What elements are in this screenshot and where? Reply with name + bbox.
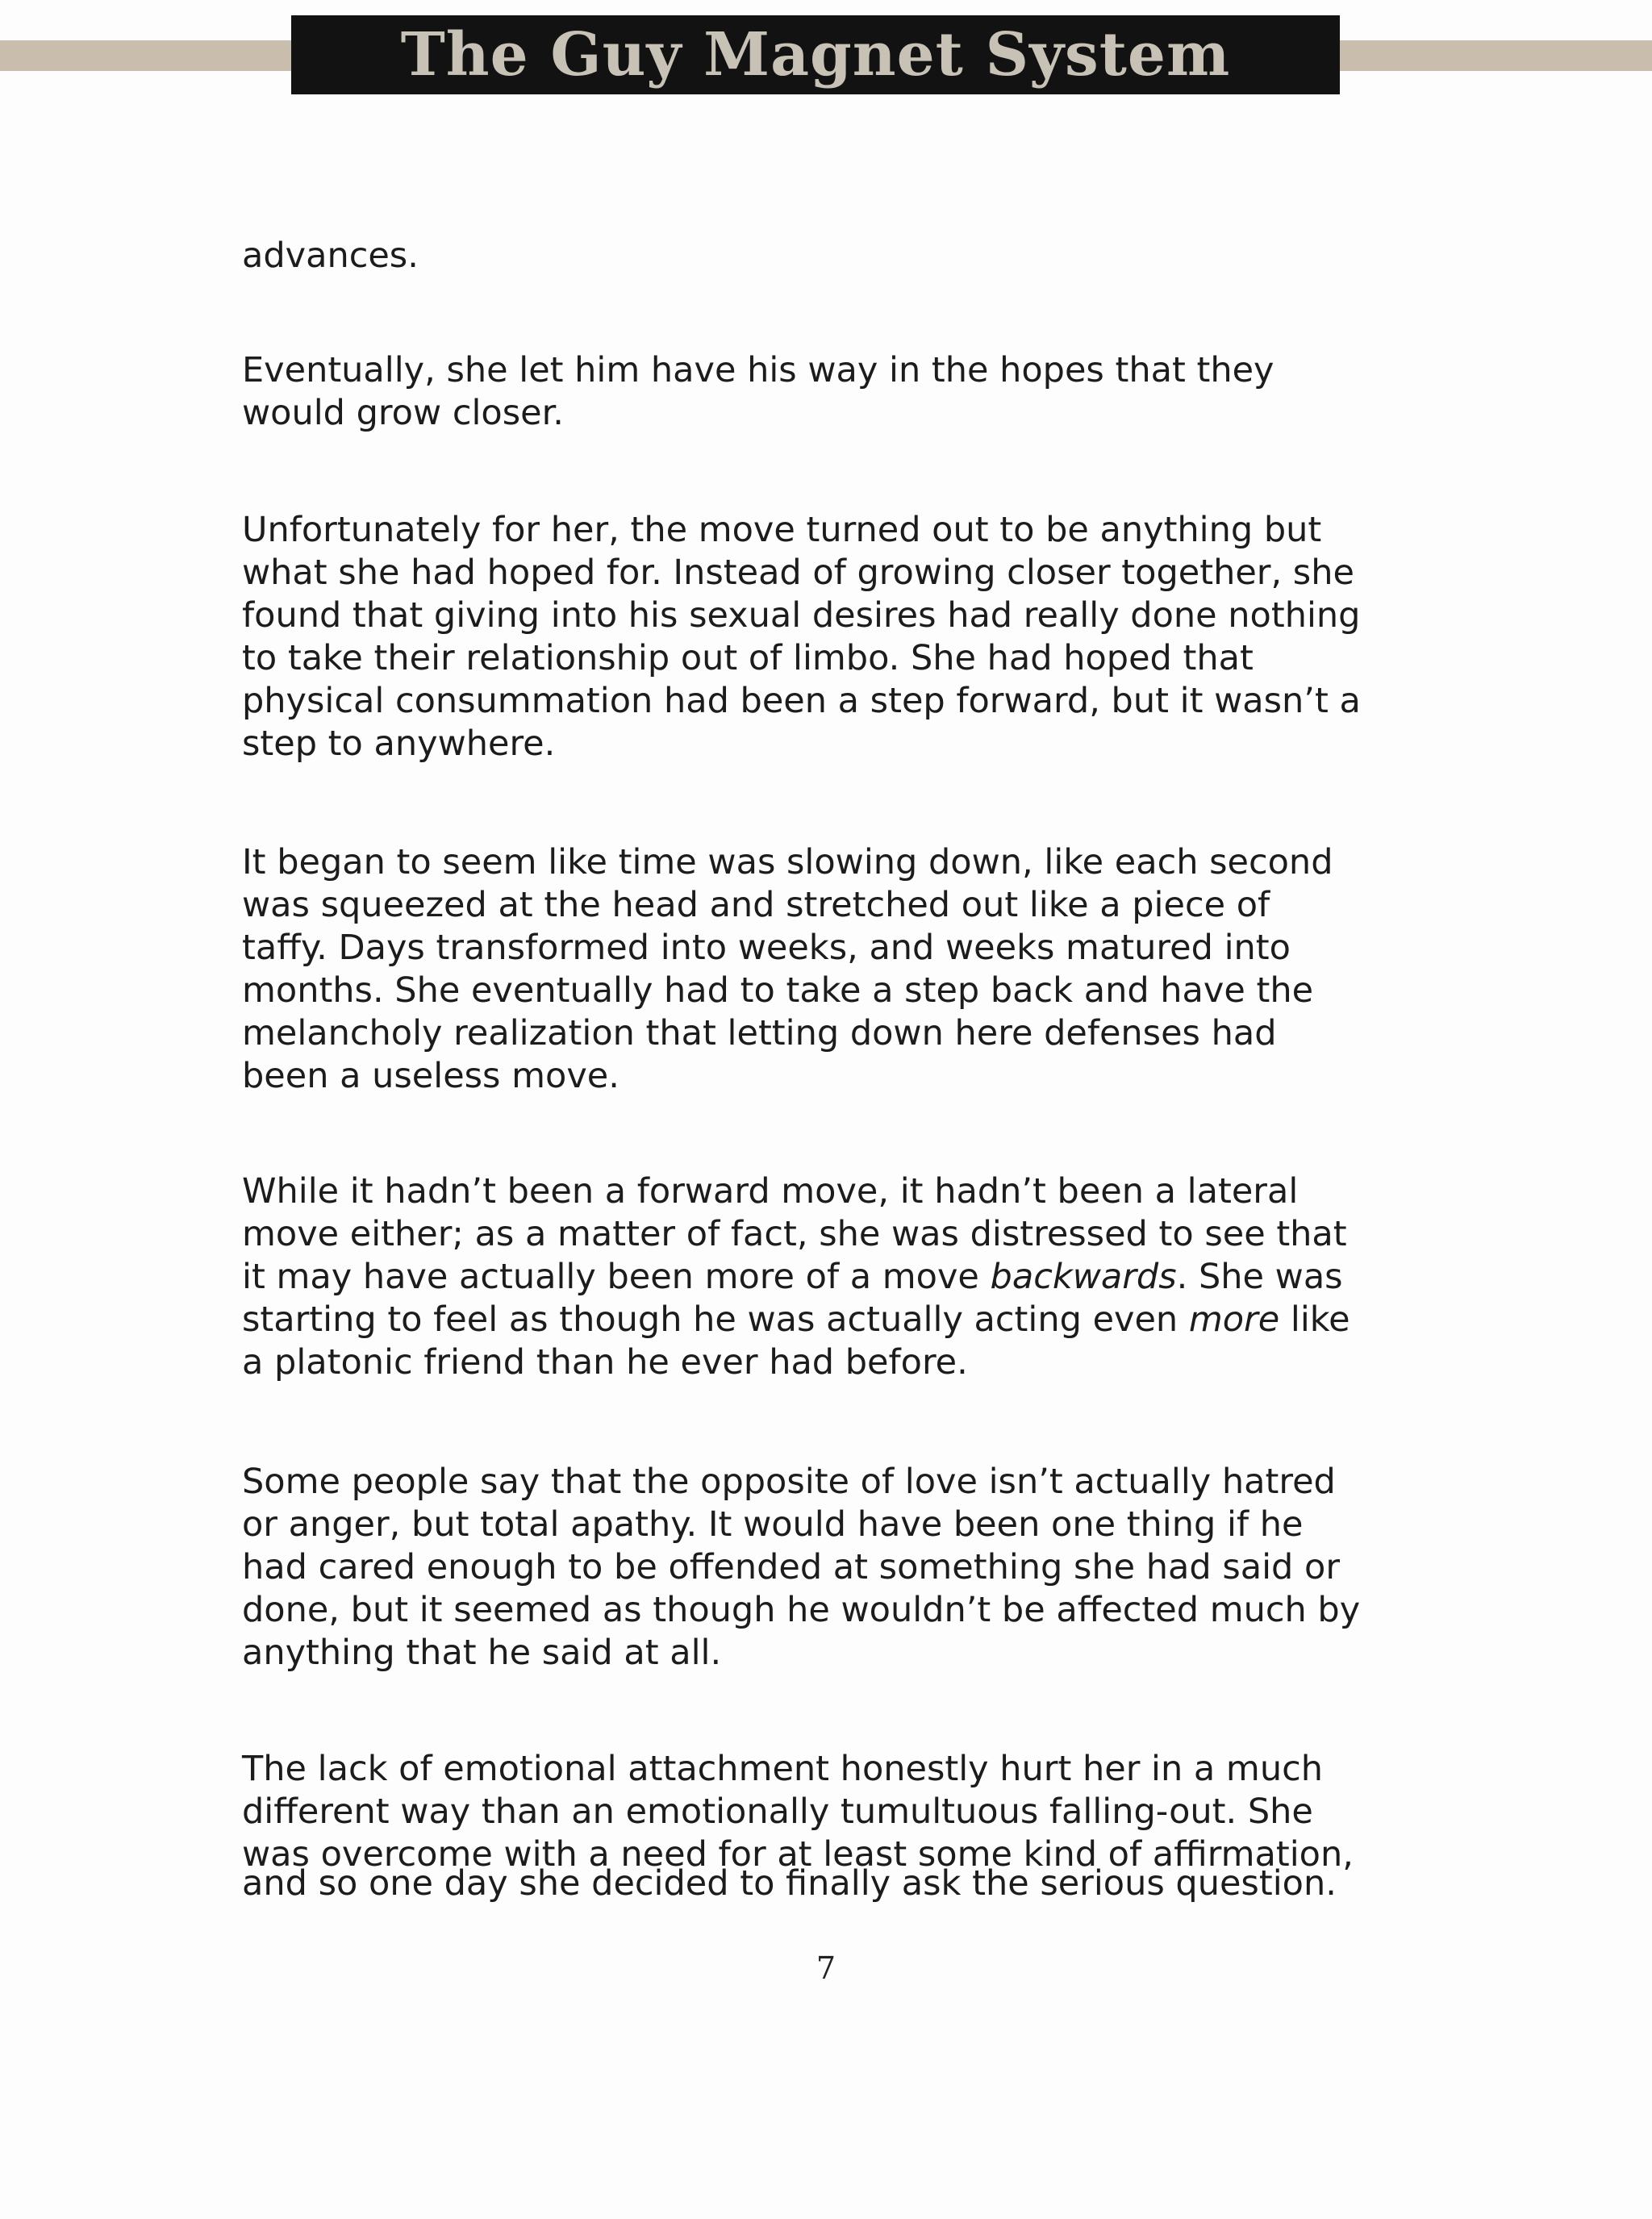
text-line: what she had hoped for. Instead of growing closer together, she — [242, 553, 1354, 593]
paragraph-6 — [242, 1461, 1387, 1675]
text-line: It began to seem like time was slowing down, like each second — [242, 842, 1333, 882]
text-line: Unfortunately for her, the move turned out to be anything but — [242, 510, 1322, 550]
text-line: like — [1279, 1299, 1350, 1340]
header-banner — [291, 15, 1340, 94]
text-line: to take their relationship out of limbo. She had hoped that — [242, 638, 1254, 678]
paragraph-3 — [242, 509, 1387, 765]
document-title: The Guy Magnet System — [400, 20, 1231, 90]
text-line: or anger, but total apathy. It would have been one thing if he — [242, 1504, 1304, 1545]
text-line: Some people say that the opposite of love isn’t actually hatred — [242, 1462, 1336, 1502]
text-line: physical consummation had been a step forward, but it wasn’t a — [242, 681, 1361, 721]
emphasis-backwards: backwards — [990, 1257, 1177, 1297]
text-line: had cared enough to be offended at something she had said or — [242, 1547, 1341, 1587]
text-line: . She was — [1176, 1257, 1343, 1297]
text-line: it may have actually been more of a move — [242, 1257, 991, 1297]
text-line: done, but it seemed as though he wouldn’t be affected much by — [242, 1590, 1361, 1630]
emphasis-more: more — [1188, 1299, 1280, 1340]
text-line: anything that he said at all. — [242, 1633, 722, 1673]
text-line: The lack of emotional attachment honestly hurt her in a much — [242, 1749, 1323, 1789]
text-line: and so one day she decided to finally ask the serious question. — [242, 1863, 1337, 1904]
text-line: would grow closer. — [242, 393, 564, 433]
text-line: months. She eventually had to take a step back and have the — [242, 970, 1314, 1011]
text-line: move either; as a matter of fact, she was distressed to see that — [242, 1214, 1347, 1254]
paragraph-2 — [242, 349, 1387, 435]
text-line: advances. — [242, 236, 419, 276]
paragraph-7 — [242, 1748, 1387, 1876]
paragraph-1 — [242, 235, 1387, 277]
text-line: found that giving into his sexual desires had really done nothing — [242, 595, 1361, 636]
paragraph-7-overlap-line — [242, 1862, 1387, 1905]
paragraph-4 — [242, 841, 1387, 1098]
text-line: was squeezed at the head and stretched out like a piece of — [242, 885, 1270, 925]
paragraph-5 — [242, 1170, 1387, 1384]
text-line: step to anywhere. — [242, 724, 556, 764]
text-line: starting to feel as though he was actually acting even — [242, 1299, 1189, 1340]
text-line: melancholy realization that letting down here defenses had — [242, 1013, 1277, 1053]
text-line: While it hadn’t been a forward move, it hadn’t been a lateral — [242, 1171, 1299, 1212]
text-line: taffy. Days transformed into weeks, and weeks matured into — [242, 928, 1291, 968]
text-line: Eventually, she let him have his way in the hopes that they — [242, 350, 1274, 390]
text-line: was overcome with a need for at least some kind of affirmation, — [242, 1834, 1354, 1875]
page-number: 7 — [816, 1950, 836, 1986]
text-line: been a useless move. — [242, 1056, 620, 1096]
text-line: a platonic friend than he ever had before. — [242, 1342, 968, 1383]
text-line: different way than an emotionally tumultuous falling-out. She — [242, 1791, 1313, 1832]
